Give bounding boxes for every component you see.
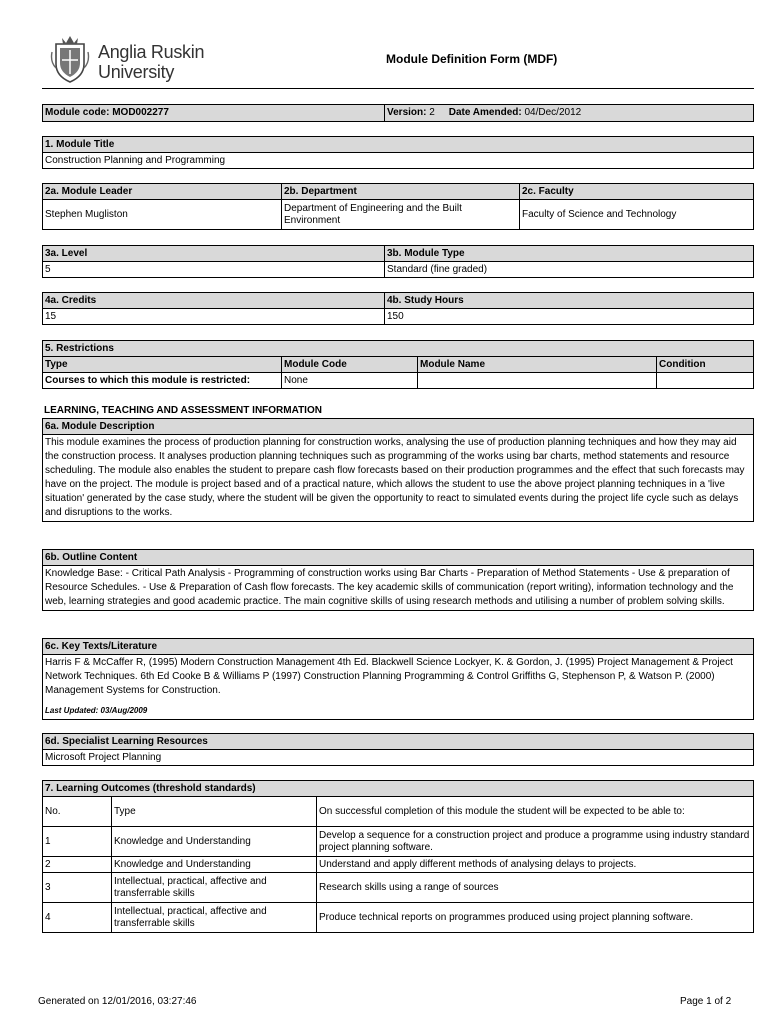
resources-table [42,733,754,766]
restrictions-row-condition [657,373,754,389]
key-texts-table [42,638,754,720]
university-name-line1: Anglia Ruskin [98,42,205,62]
outcomes-label: 7. Learning Outcomes (threshold standards) [43,781,754,797]
module-code: Module code: MOD002277 [43,105,385,122]
outline-table [42,549,754,611]
restrictions-label: 5. Restrictions [43,341,754,357]
module-title-label: 1. Module Title [43,137,754,153]
outcome-row [43,827,754,857]
restrictions-table [42,340,754,389]
date-amended-label: Date Amended: [448,107,522,118]
page-number: Page 1 of 2 [680,996,732,1007]
faculty-value: Faculty of Science and Technology [520,200,754,230]
key-texts-text: Harris F & McCaffer R, (1995) Modern Construction Management 4th Ed. Blackwell Science Lockyer, K. & Gordon, J. (1995) Project Management & Project Network Techniques. 6th Ed Cooke B & Williams P (1997) Construction Planning Programming & Control Griffiths G, Stephenson P, & Watson P. (2000) Management Systems for Construction. [45,657,733,696]
description-label: 6a. Module Description [43,419,754,435]
credits-value: 15 [43,309,385,325]
restrictions-col-name: Module Name [418,357,657,373]
ltai-heading: LEARNING, TEACHING AND ASSESSMENT INFORMATION [44,405,322,416]
outcomes-col-type: Type [112,797,317,827]
outcome-no: 1 [43,827,112,857]
outcome-desc: Develop a sequence for a construction project and produce a programme using industry standard project planning software. [317,827,754,857]
form-title: Module Definition Form (MDF) [386,52,558,66]
outcome-desc: Research skills using a range of sources [317,873,754,903]
outcome-row [43,903,754,933]
outcome-no: 4 [43,903,112,933]
university-logo [50,34,210,84]
faculty-label: 2c. Faculty [520,184,754,200]
generated-timestamp: Generated on 12/01/2016, 03:27:46 [38,996,197,1007]
outcome-type: Intellectual, practical, affective and transferrable skills [112,873,317,903]
outline-label: 6b. Outline Content [43,550,754,566]
restrictions-row-name [418,373,657,389]
last-updated: Last Updated: 03/Aug/2009 [45,706,148,715]
outline-text: Knowledge Base: - Critical Path Analysis - Programming of construction works using Bar Charts - Preparation of Method Statements - Use & preparation of Resource Schedules. - Use & Preparation of Cash flow forecasts. The key academic skills of communication (report writing), information technology and the web, learning strategies and good academic practice. The main cognitive skills of using research methods and utilising a number of problem solving skills. [43,566,754,611]
key-texts-label: 6c. Key Texts/Literature [43,639,754,655]
outcomes-col-no: No. [43,797,112,827]
outcome-type: Intellectual, practical, affective and transferrable skills [112,903,317,933]
resources-value: Microsoft Project Planning [43,750,754,766]
restrictions-col-type: Type [43,357,282,373]
resources-label: 6d. Specialist Learning Resources [43,734,754,750]
outcome-row [43,873,754,903]
module-leader-table [42,183,754,230]
key-texts-cell [43,655,754,720]
department-label: 2b. Department [282,184,520,200]
outcomes-col-desc: On successful completion of this module the student will be expected to be able to: [317,797,754,827]
version-date-cell [385,105,754,122]
restrictions-col-condition: Condition [657,357,754,373]
outcome-desc: Produce technical reports on programmes produced using project planning software. [317,903,754,933]
title-divider [42,88,754,89]
credits-label: 4a. Credits [43,293,385,309]
version-label: Version: [387,107,427,118]
level-table [42,245,754,278]
module-type-value: Standard (fine graded) [385,262,754,278]
module-title-table [42,136,754,169]
department-value: Department of Engineering and the Built Environment [282,200,520,230]
study-hours-label: 4b. Study Hours [385,293,754,309]
description-table [42,418,754,522]
outcome-row [43,857,754,873]
credits-table [42,292,754,325]
outcome-no: 2 [43,857,112,873]
outcome-desc: Understand and apply different methods of analysing delays to projects. [317,857,754,873]
crest-icon [50,34,90,84]
module-leader-value: Stephen Mugliston [43,200,282,230]
outcome-no: 3 [43,873,112,903]
module-info-table [42,104,754,122]
restrictions-row-type: Courses to which this module is restricted: [43,373,282,389]
university-name-line2: University [98,62,175,82]
description-text: This module examines the process of production planning for construction works, analysing the use of production planning techniques and how they may aid the construction process. It analyses production planning techniques such as programming of the works using bar charts, method statements and resource scheduling. The module also enables the student to prepare cash flow forecasts based on their production programmes and the effect that such forecasts may have on the project. The module is project based and of a practical nature, which allows the student to use the above project planning techniques in a 'live situation' generated by the case study, where the student will be given the opportunity to react to simulated events during the project life cycle such as delays and disruptions to the works. [43,435,754,522]
outcome-type: Knowledge and Understanding [112,857,317,873]
outcome-type: Knowledge and Understanding [112,827,317,857]
version-value: 2 [429,107,435,118]
outcomes-table [42,780,754,933]
module-type-label: 3b. Module Type [385,246,754,262]
module-title-value: Construction Planning and Programming [43,153,754,169]
restrictions-row-code: None [282,373,418,389]
restrictions-col-code: Module Code [282,357,418,373]
level-label: 3a. Level [43,246,385,262]
study-hours-value: 150 [385,309,754,325]
level-value: 5 [43,262,385,278]
date-amended-value: 04/Dec/2012 [524,107,582,118]
module-leader-label: 2a. Module Leader [43,184,282,200]
